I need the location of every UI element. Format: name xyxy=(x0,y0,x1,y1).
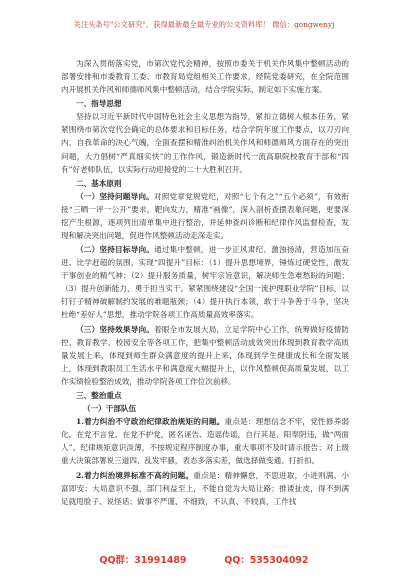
focus-item-2-lead: 2.着力纠治境界标准不高的问题。 xyxy=(76,470,194,480)
section-title-guiding: 一、指导思想 xyxy=(76,99,122,109)
footer-contact xyxy=(0,552,408,566)
section-title-principles: 二、基本原则 xyxy=(76,178,122,188)
principle-problem-oriented xyxy=(61,190,349,242)
principle-effect-oriented xyxy=(61,323,349,388)
document-body xyxy=(61,57,349,509)
section-title-focus: 三、整治重点 xyxy=(76,391,122,401)
focus-item-2 xyxy=(61,469,349,508)
focus-item-2-text: 重点是：精神懈怠，不思进取，小进则满、小富即安；大局意识不强，部门利益至上，不能自觉为大局让路；推诿扯皮，得不到满足就甩脸子、说怪话；做事不严谨、不细致，不认真、不较真，工作找 xyxy=(61,470,349,506)
qq-group: QQ群：31991489 xyxy=(99,555,187,566)
subsection-cadres: （一）干部队伍 xyxy=(83,404,137,414)
intro-paragraph: 为深入贯彻落实党，市第次党代会精神，按照市委关于机关作风集中整顿活动的部署安排和市委教育工委、市教育局党组相关工作要求，经院党委研究，在全院范围内开展机关作风和师德师风集中整顿活动，结合学院实际，制定如下实施方案。 xyxy=(61,59,349,95)
header-banner: 关注头条号"公文研究"，获得最新最全最专业的公文资料库！ 微信：gongwenyj xyxy=(73,20,335,29)
principle-2-text: 通过集中整顿，进一步正风肃纪、激浊扬清，营造加压奋进、比学赶超的氛围，实现“四提升”目标：（1）提升思想境界，锤炼过硬党性，激发干事创业的精气神；（2）提升服务质量，树牢宗旨意识，解决师生急难愁盼的问题；（3）提升创新能力，勇于担当实干。紧紧围绕建设“全国一流护理职业学院”目标，以钉钉子精神破解制约发展的难题瓶颈；（4）提升执行本领，敢于斗争善于斗争，坚决杜绝“差好人”思想，推动学院各项工作高质量高效率落实。 xyxy=(61,245,349,320)
principle-1-lead: （一）坚持问题导向。 xyxy=(76,191,154,201)
focus-item-1-lead: 1.着力纠治不守政治纪律政治规矩的问题。 xyxy=(76,417,225,427)
principle-1-text: 对照党章党规党纪，对照“七个有之”“五个必须”，有效衔接“三晒一评一公开”要求，靶向发力，精准“画像”，深入剖析查摆表象问题，更要深挖产生根源，逐项列出清单集中进行整治，并延伸查纠诊断和纪律作风监督检查，发现和解决突出问题，促进作风整顿活动走深走实。 xyxy=(61,191,349,240)
principle-2-lead: （二）坚持目标导向。 xyxy=(76,245,155,255)
guiding-paragraph: 坚持以习近平新时代中国特色社会主义思想为指导，紧扣立德树人根本任务，紧紧围绕市第次党代会确定的总体要求和目标任务，结合学院年度工作要点，以刀刃向内、自我革命的决心气魄，全面查摆和精准纠治机关作风和师德师风方面存在的突出问题，大力倡树“严真细实快”的工作作风，锻造新时代一流高职院校教育干部和“四有”好老师队伍，以实际行动迎接党的二十大胜利召开。 xyxy=(61,112,349,174)
focus-item-1-text: 重点是：理想信念不牢，党性修养弱化，在党不言党、在党不护党，匿名诬告、造谣传谣，自行其是、阳奉阴违，做“两面人”。纪律规矩意识淡薄，不按规定程序制度办事，重大事项不及时请示报告；对上级重大决策部署说三道四、乱发牢骚，表态多落实差，做选择做变通、打折扣。 xyxy=(61,417,350,466)
qq-number: QQ：535304092 xyxy=(224,555,309,566)
principle-goal-oriented xyxy=(61,243,349,321)
focus-item-1 xyxy=(61,415,349,467)
principle-3-lead: （三）坚持效果导向。 xyxy=(76,324,155,334)
principle-3-text: 着眼全市发展大局，立足学院中心工作，统筹做好疫情防控、教育教学、校园安全等各项工作，把集中整顿活动成效突出体现到教育教学高质量发展上来，体现到师生群众满意度的提升上来，体现到学生健康成长和全面发展上，体现到教职员工生活水平和满意度大幅提升上，以作风整顿促高质量发展，以工作实绩检验整治成效，推动学院各项工作位次前移。 xyxy=(61,324,349,386)
